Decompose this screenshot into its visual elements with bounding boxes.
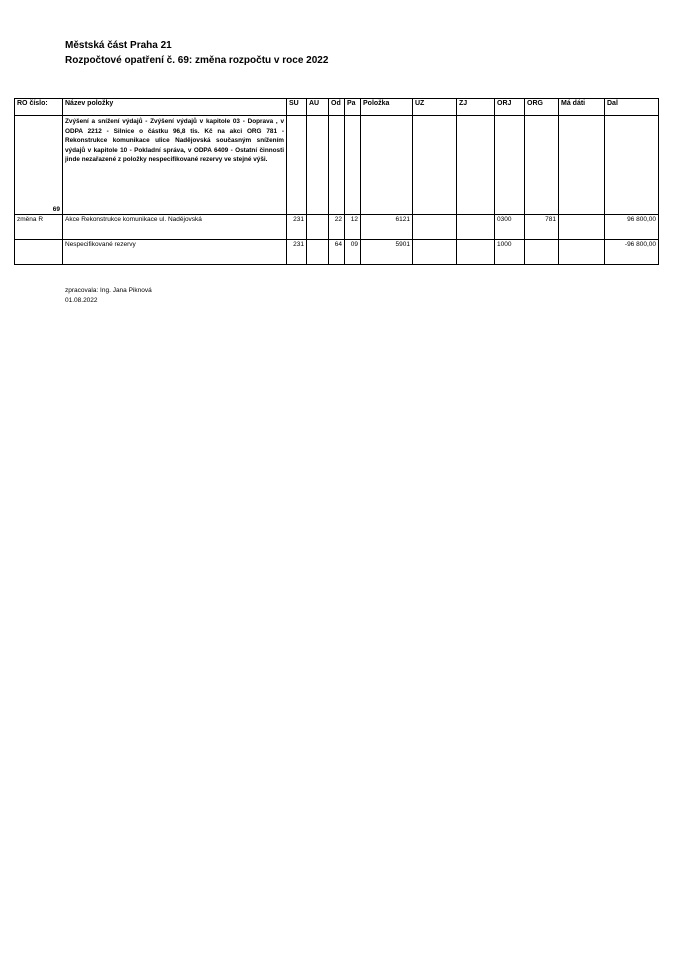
- cell-nazev: Akce Rekonstrukce komunikace ul. Nadějovská: [63, 215, 287, 240]
- cell-pa: 12: [345, 215, 361, 240]
- col-header-org: ORG: [525, 99, 559, 116]
- table-row: [15, 215, 659, 240]
- cell-ro: [15, 240, 63, 265]
- ro-number: 69: [15, 116, 63, 215]
- cell-org: [525, 240, 559, 265]
- processed-by: zpracovala: Ing. Jana Piknová: [65, 287, 152, 294]
- header-municipality: Městská část Praha 21: [65, 40, 172, 51]
- col-header-zj: ZJ: [457, 99, 495, 116]
- col-header-au: AU: [307, 99, 329, 116]
- cell-su: 231: [287, 215, 307, 240]
- cell-uz: [413, 215, 457, 240]
- description-row: [15, 116, 659, 215]
- document-date: 01.08.2022: [65, 297, 98, 304]
- cell-nazev: Nespecifikované rezervy: [63, 240, 287, 265]
- col-header-ro: RO číslo:: [15, 99, 63, 116]
- cell-polozka: 5901: [361, 240, 413, 265]
- table-row: [15, 240, 659, 265]
- cell-pa: 09: [345, 240, 361, 265]
- cell-orj: 0300: [495, 215, 525, 240]
- cell-zj: [457, 240, 495, 265]
- cell-ma-dati: [559, 240, 605, 265]
- col-header-dal: Dal: [605, 99, 659, 116]
- col-header-uz: UZ: [413, 99, 457, 116]
- cell-au: [307, 240, 329, 265]
- table-header-row: [15, 99, 659, 116]
- col-header-ma-dati: Má dáti: [559, 99, 605, 116]
- cell-uz: [413, 240, 457, 265]
- col-header-orj: ORJ: [495, 99, 525, 116]
- cell-polozka: 6121: [361, 215, 413, 240]
- cell-ro: změna R: [15, 215, 63, 240]
- col-header-pa: Pa: [345, 99, 361, 116]
- cell-su: 231: [287, 240, 307, 265]
- budget-table: [14, 98, 659, 265]
- cell-od: 64: [329, 240, 345, 265]
- col-header-su: SU: [287, 99, 307, 116]
- col-header-od: Od: [329, 99, 345, 116]
- header-budget-measure: Rozpočtové opatření č. 69: změna rozpočtu v roce 2022: [65, 55, 329, 66]
- cell-od: 22: [329, 215, 345, 240]
- cell-au: [307, 215, 329, 240]
- col-header-nazev: Název položky: [63, 99, 287, 116]
- cell-ma-dati: [559, 215, 605, 240]
- cell-zj: [457, 215, 495, 240]
- cell-orj: 1000: [495, 240, 525, 265]
- col-header-polozka: Položka: [361, 99, 413, 116]
- description-text: Zvýšení a snížení výdajů - Zvýšení výdajů v kapitole 03 - Doprava , v ODPA 2212 - Silnice o částku 96,8 tis. Kč na akci ORG 781 - Rekonstrukce komunikace ulice Nadějovská současným snížením výdajů v kapitole 10 - Pokladní správa, v ODPA 6409 - Ostatní činnosti jinde nezařazené z položky nespecifikované rezervy ve stejné výši.: [63, 116, 287, 215]
- cell-org: 781: [525, 215, 559, 240]
- cell-dal: 96 800,00: [605, 215, 659, 240]
- cell-dal: -96 800,00: [605, 240, 659, 265]
